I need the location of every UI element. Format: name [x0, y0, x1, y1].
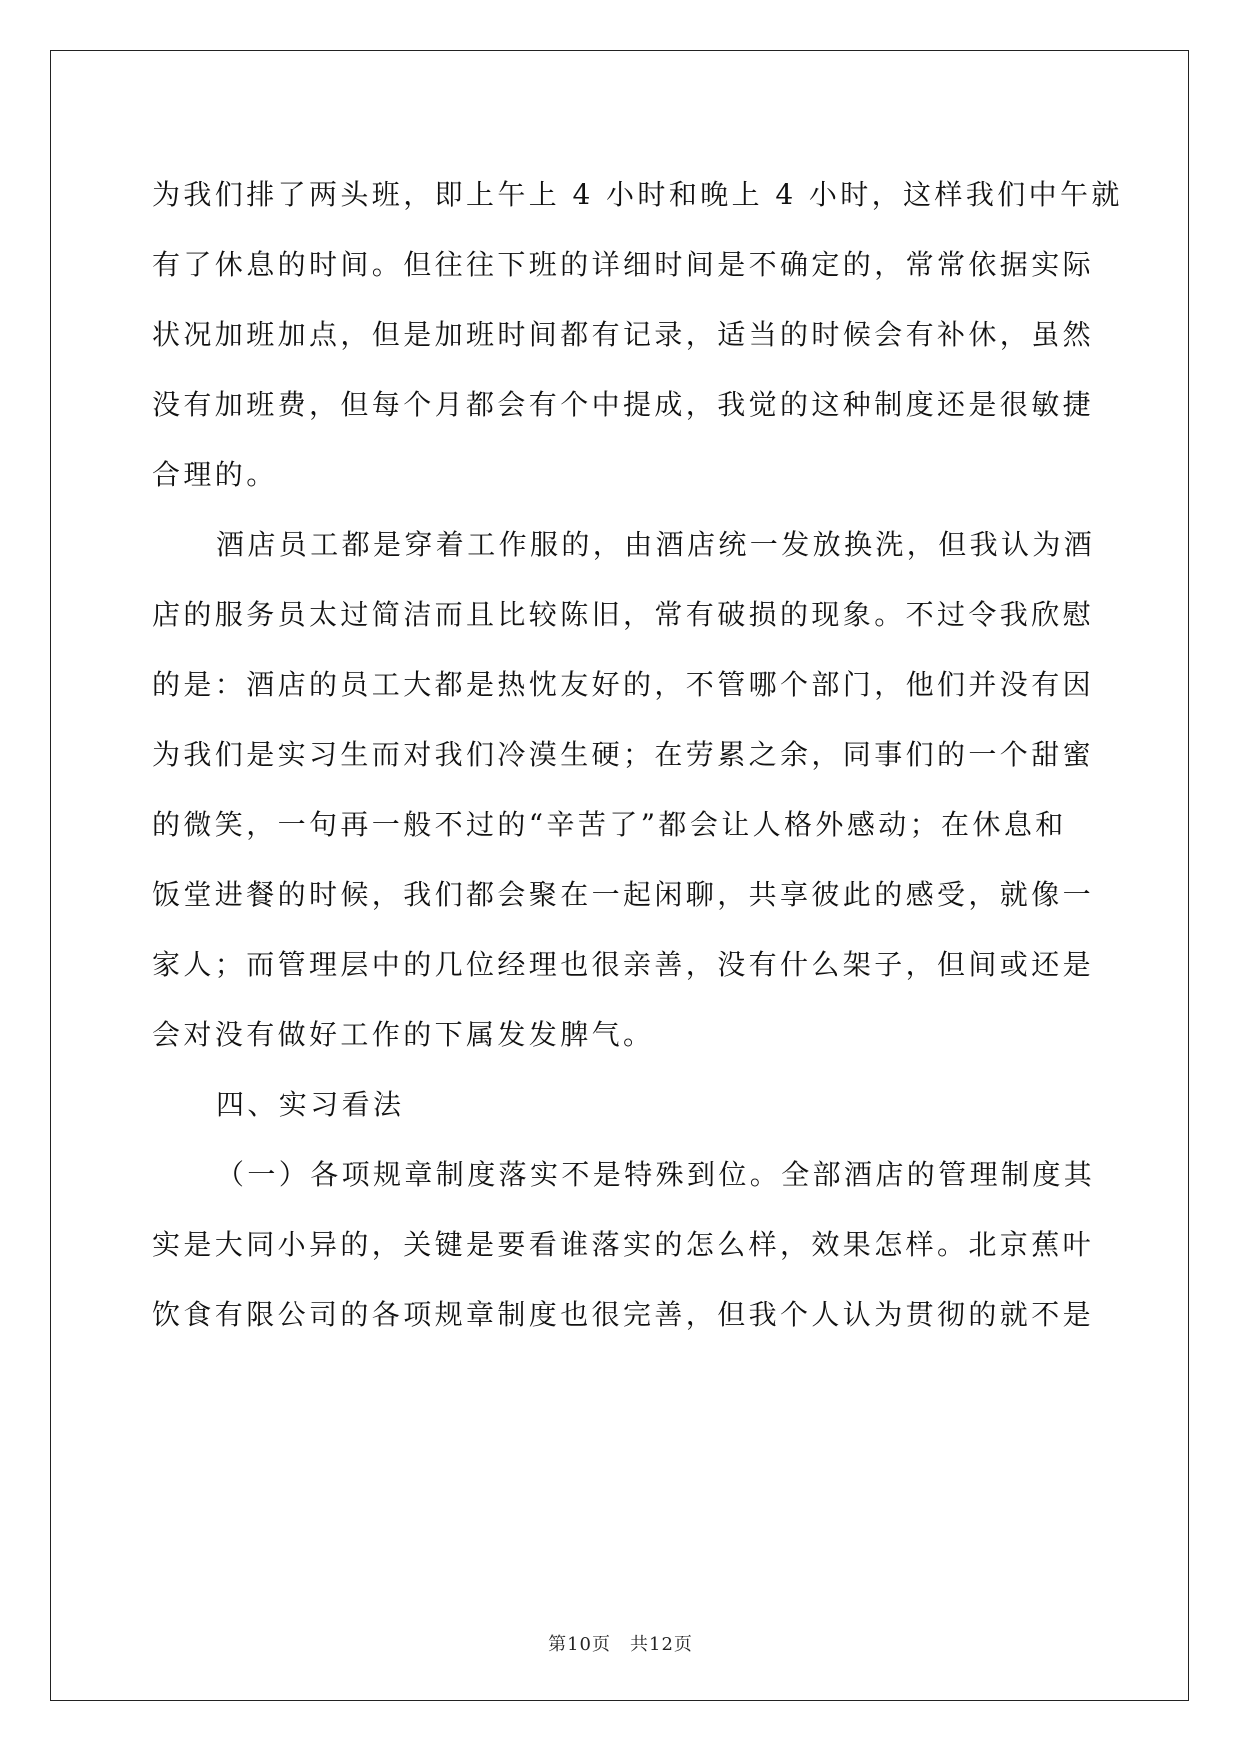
text-line: 家人；而管理层中的几位经理也很亲善，没有什么架子，但间或还是: [152, 948, 1095, 981]
text-line: 饭堂进餐的时候，我们都会聚在一起闲聊，共享彼此的感受，就像一: [152, 878, 1095, 911]
section-heading: 四、实习看法: [216, 1088, 405, 1121]
document-body: [152, 160, 1123, 1350]
text-line: 合理的。: [152, 458, 278, 491]
text-line: （一）各项规章制度落实不是特殊到位。全部酒店的管理制度其: [216, 1158, 1096, 1191]
text-line: 为我们排了两头班，即上午上 4 小时和晚上 4 小时，这样我们中午就: [152, 178, 1123, 211]
page-number-footer: 第10页 共12页: [548, 1634, 693, 1655]
text-line: 店的服务员太过简洁而且比较陈旧，常有破损的现象。不过令我欣慰: [152, 598, 1095, 631]
text-line: 的是：酒店的员工大都是热忱友好的，不管哪个部门，他们并没有因: [152, 668, 1095, 701]
text-line: 的微笑，一句再一般不过的“辛苦了”都会让人格外感动；在休息和: [152, 808, 1067, 841]
text-line: 饮食有限公司的各项规章制度也很完善，但我个人认为贯彻的就不是: [152, 1298, 1095, 1331]
text-line: 没有加班费，但每个月都会有个中提成，我觉的这种制度还是很敏捷: [152, 388, 1095, 421]
text-line: 实是大同小异的，关键是要看谁落实的怎么样，效果怎样。北京蕉叶: [152, 1228, 1095, 1261]
text-line: 酒店员工都是穿着工作服的，由酒店统一发放换洗，但我认为酒: [216, 528, 1096, 561]
text-line: 会对没有做好工作的下属发发脾气。: [152, 1018, 655, 1051]
text-line: 有了休息的时间。但往往下班的详细时间是不确定的，常常依据实际: [152, 248, 1095, 281]
text-line: 为我们是实习生而对我们冷漠生硬；在劳累之余，同事们的一个甜蜜: [152, 738, 1095, 771]
text-line: 状况加班加点，但是加班时间都有记录，适当的时候会有补休，虽然: [152, 318, 1095, 351]
